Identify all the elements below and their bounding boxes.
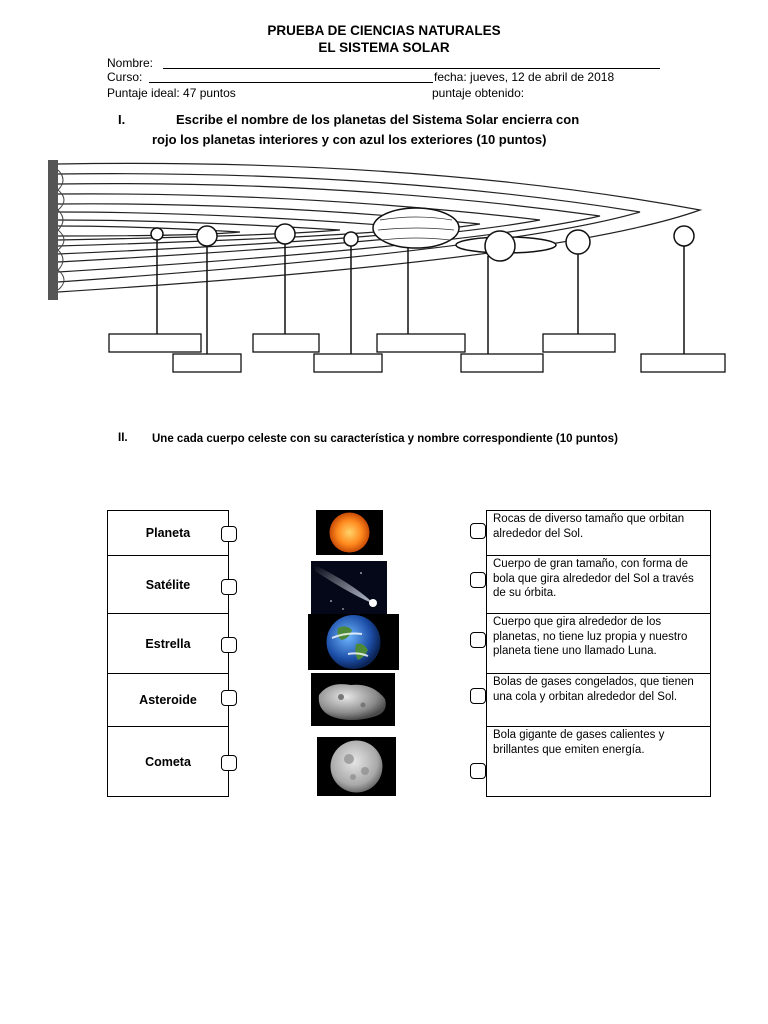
curso-label: Curso: — [107, 70, 143, 84]
label-box-7 — [543, 334, 615, 352]
fecha-text: fecha: jueves, 12 de abril de 2018 — [434, 70, 615, 84]
question1-line1: Escribe el nombre de los planetas del Sistema Solar encierra con — [176, 112, 580, 127]
name-label: Planeta — [145, 526, 191, 540]
description-text: Bola gigante de gases calientes y brillantes que emiten energía. — [493, 729, 665, 756]
description-text: Cuerpo de gran tamaño, con forma de bola que gira alrededor del Sol a través de su órbita. — [493, 558, 694, 599]
asteroid-icon — [311, 673, 395, 726]
label-box-5 — [377, 334, 465, 352]
label-box-4 — [314, 354, 382, 372]
description-text: Cuerpo que gira alrededor de los planetas, no tiene luz propia y nuestro planeta tiene uno llamado Luna. — [493, 616, 688, 657]
description-text: Bolas de gases congelados, que tienen una cola y orbitan alrededor del Sol. — [493, 676, 694, 703]
name-box-cometa — [107, 726, 229, 797]
nombre-line[interactable] — [163, 68, 660, 69]
nombre-label: Nombre: — [107, 56, 154, 70]
right-connector-2[interactable] — [470, 572, 486, 588]
comet-icon — [311, 561, 387, 614]
label-box-3 — [253, 334, 319, 352]
planet-saturn — [485, 231, 515, 261]
question1-number: I. — [118, 112, 126, 127]
left-connector-2[interactable] — [221, 579, 237, 595]
moon-icon — [317, 737, 396, 796]
description-box-3 — [486, 613, 711, 674]
earth-icon — [308, 614, 399, 670]
question2-number: II. — [118, 432, 128, 444]
name-box-planeta — [107, 510, 229, 556]
planet-mercury — [151, 228, 163, 240]
question1-line2: rojo los planetas interiores y con azul los exteriores (10 puntos) — [152, 132, 547, 147]
left-connector-1[interactable] — [221, 526, 237, 542]
right-connector-3[interactable] — [470, 632, 486, 648]
description-box-2 — [486, 555, 711, 614]
puntaje-ideal: Puntaje ideal: 47 puntos — [107, 86, 236, 100]
planet-earth — [275, 224, 295, 244]
sun-icon — [316, 510, 383, 555]
page-title: PRUEBA DE CIENCIAS NATURALES — [267, 23, 501, 38]
page-subtitle: EL SISTEMA SOLAR — [318, 40, 450, 55]
right-connector-5[interactable] — [470, 763, 486, 779]
name-label: Estrella — [145, 636, 191, 651]
right-connector-1[interactable] — [470, 523, 486, 539]
sun-edge — [48, 160, 58, 300]
label-box-1 — [109, 334, 201, 352]
description-text: Rocas de diverso tamaño que orbitan alrededor del Sol. — [493, 513, 685, 540]
left-connector-5[interactable] — [221, 755, 237, 771]
label-box-8 — [641, 354, 725, 372]
question2-text: Une cada cuerpo celeste con su característica y nombre correspondiente (10 puntos) — [152, 433, 618, 445]
left-connector-3[interactable] — [221, 637, 237, 653]
right-connector-4[interactable] — [470, 688, 486, 704]
curso-line[interactable] — [149, 82, 433, 83]
name-box-satelite — [107, 555, 229, 614]
name-label: Satélite — [145, 577, 191, 592]
planet-uranus — [566, 230, 590, 254]
planet-neptune — [674, 226, 694, 246]
name-box-asteroide — [107, 673, 229, 727]
description-box-4 — [486, 673, 711, 727]
description-box-5 — [486, 726, 711, 797]
name-box-estrella — [107, 613, 229, 674]
planet-venus — [197, 226, 217, 246]
name-label: Asteroide — [139, 693, 197, 707]
label-box-2 — [173, 354, 241, 372]
solar-system-diagram — [40, 150, 740, 380]
label-box-6 — [461, 354, 543, 372]
name-label: Cometa — [145, 754, 191, 769]
puntaje-obtenido: puntaje obtenido: — [432, 86, 525, 100]
planet-mars — [344, 232, 358, 246]
left-connector-4[interactable] — [221, 690, 237, 706]
description-box-1 — [486, 510, 711, 556]
